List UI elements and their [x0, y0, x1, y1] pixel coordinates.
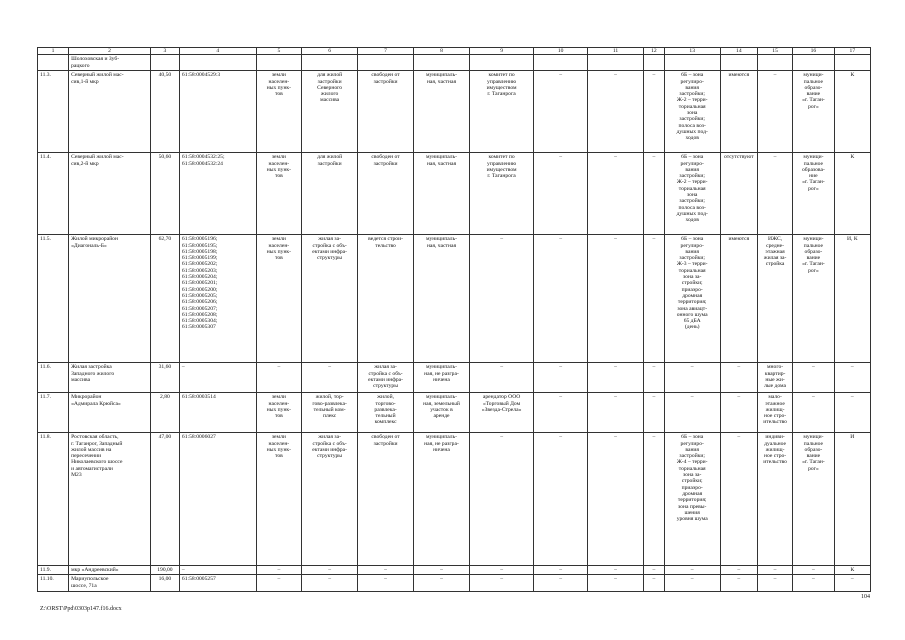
- table-cell: свободен от застройки: [358, 71, 414, 153]
- table-cell: [150, 55, 179, 71]
- table-cell: 190,00: [150, 566, 179, 575]
- table-cell: 61:58:0004532:25; 61:58:0004532:24: [179, 153, 256, 235]
- table-cell: –: [793, 393, 834, 433]
- table-cell: 11.9.: [38, 566, 69, 575]
- table-cell: имеются: [720, 71, 757, 153]
- table-cell: ведется строи- тельство: [358, 235, 414, 363]
- table-cell: муниципаль- ная, не разгра- ничена: [414, 363, 470, 393]
- table-cell: –: [534, 235, 588, 363]
- table-cell: 6Б – зона регулиро- вания застройки; Ж-2 – терри- ториальная зона застройки; полоса воз- душных под- ходов: [664, 153, 720, 235]
- table-cell: –: [358, 566, 414, 575]
- table-cell: комитет по управлению имуществом г. Таганрога: [469, 153, 533, 235]
- column-number-cell: 11: [588, 48, 644, 55]
- table-cell: –: [644, 153, 665, 235]
- table-cell: земли населен- ных пунк- тов: [256, 71, 302, 153]
- table-cell: –: [588, 363, 644, 393]
- table-row: [38, 575, 871, 592]
- table-cell: –: [469, 235, 533, 363]
- table-cell: Жилая застройка Западного жилого массива: [69, 363, 151, 393]
- table-cell: [469, 55, 533, 71]
- table-cell: –: [720, 566, 757, 575]
- table-cell: –: [588, 433, 644, 566]
- table-cell: 61:58:0004529:3: [179, 71, 256, 153]
- table-cell: имеются: [720, 235, 757, 363]
- table-row: [38, 153, 871, 235]
- table-cell: земли населен- ных пунк- тов: [256, 235, 302, 363]
- table-cell: 31,60: [150, 363, 179, 393]
- table-row: [38, 235, 871, 363]
- table-cell: –: [414, 575, 470, 592]
- table-cell: много- квартир- ные жи- лые дома: [757, 363, 792, 393]
- table-cell: –: [834, 575, 870, 592]
- table-row: [38, 393, 871, 433]
- table-cell: 62,70: [150, 235, 179, 363]
- table-cell: жилой, тор- гово-развлека- тельный ком- плекс: [302, 393, 358, 433]
- table-cell: жилая за- стройка с объ- ектами инфра- структуры: [302, 235, 358, 363]
- table-cell: мало- этажное жилищ- ное стро- ительство: [757, 393, 792, 433]
- table-cell: –: [179, 566, 256, 575]
- column-number-cell: 1: [38, 48, 69, 55]
- column-number-cell: 9: [469, 48, 533, 55]
- table-cell: муниципаль- ная, частная: [414, 153, 470, 235]
- table-cell: муници- пальное образо- вание «г. Таган- рог»: [793, 235, 834, 363]
- table-cell: [757, 55, 792, 71]
- table-row: [38, 433, 871, 566]
- table-cell: –: [534, 575, 588, 592]
- table-cell: –: [414, 566, 470, 575]
- column-number-cell: 5: [256, 48, 302, 55]
- table-cell: –: [644, 566, 665, 575]
- table-cell: –: [588, 71, 644, 153]
- table-cell: Ростовская область, г. Таганрог, Западный жилой массив на пересечении Николаевского шоссе и автомагистрали М23: [69, 433, 151, 566]
- table-cell: 6Б – зона регулиро- вания застройки; Ж-2 – терри- ториальная зона застройки; полоса воз- душных под- ходов: [664, 71, 720, 153]
- table-cell: муниципаль- ная, земельный участок в аренде: [414, 393, 470, 433]
- table-cell: отсутствуют: [720, 153, 757, 235]
- table-cell: –: [302, 575, 358, 592]
- table-cell: –: [834, 363, 870, 393]
- table-cell: [793, 55, 834, 71]
- table-cell: –: [534, 566, 588, 575]
- table-cell: [256, 55, 302, 71]
- table-cell: 6Б – зона регулиро- вания застройки; Ж-3 – терри- ториальная зона за- стройки; приаэро- дромная территория; зона авиацт- онного шума 65 дБА (день): [664, 235, 720, 363]
- table-cell: [358, 55, 414, 71]
- table-row: [38, 566, 871, 575]
- file-path-footer: Z:\ORST\Ppd\0303p147.f16.docx: [40, 606, 122, 612]
- table-cell: свободен от застройки: [358, 153, 414, 235]
- table-cell: –: [588, 393, 644, 433]
- table-cell: 11.7.: [38, 393, 69, 433]
- table-cell: мкр «Андреевский»: [69, 566, 151, 575]
- table-row: [38, 55, 871, 71]
- table-cell: –: [302, 566, 358, 575]
- table-cell: –: [720, 393, 757, 433]
- table-cell: –: [179, 363, 256, 393]
- column-number-cell: 16: [793, 48, 834, 55]
- table-cell: муници- пальное образова- ние «г. Таган- рог»: [793, 153, 834, 235]
- table-cell: –: [358, 575, 414, 592]
- table-cell: –: [256, 575, 302, 592]
- table-cell: –: [534, 433, 588, 566]
- table-cell: –: [644, 71, 665, 153]
- table-cell: 61:58:0005257: [179, 575, 256, 592]
- table-cell: К: [834, 153, 870, 235]
- table-cell: –: [534, 363, 588, 393]
- table-cell: [38, 55, 69, 71]
- table-cell: –: [256, 363, 302, 393]
- table-cell: –: [757, 71, 792, 153]
- document-table-sheet: [37, 47, 871, 592]
- table-cell: –: [588, 566, 644, 575]
- table-cell: муниципаль- ная, не разгра- ничена: [414, 433, 470, 566]
- table-cell: 11.5.: [38, 235, 69, 363]
- table-row: [38, 71, 871, 153]
- table-cell: жилая за- стройка с объ- ектами инфра- структуры: [358, 363, 414, 393]
- table-cell: жилая за- стройка с объ- ектами инфра- структуры: [302, 433, 358, 566]
- table-cell: –: [469, 566, 533, 575]
- table-cell: 50,60: [150, 153, 179, 235]
- column-number-cell: 14: [720, 48, 757, 55]
- table-cell: –: [588, 235, 644, 363]
- column-number-cell: 8: [414, 48, 470, 55]
- table-cell: 40,50: [150, 71, 179, 153]
- table-cell: земли населен- ных пунк- тов: [256, 153, 302, 235]
- table-cell: –: [757, 575, 792, 592]
- table-cell: –: [757, 153, 792, 235]
- table-cell: –: [664, 363, 720, 393]
- table-cell: земли населен- ных пунк- тов: [256, 393, 302, 433]
- table-cell: земли населен- ных пунк- тов: [256, 433, 302, 566]
- table-cell: [534, 55, 588, 71]
- table-cell: Микрорайон «Адмирала Крюйса»: [69, 393, 151, 433]
- table-cell: –: [644, 575, 665, 592]
- table-cell: Шолоховская и Зуб- рацкого: [69, 55, 151, 71]
- table-cell: Северный жилой мас- сив,2-й мкр: [69, 153, 151, 235]
- table-cell: [644, 55, 665, 71]
- table-cell: –: [664, 575, 720, 592]
- column-number-cell: 2: [69, 48, 151, 55]
- table-cell: [588, 55, 644, 71]
- table-cell: [834, 55, 870, 71]
- table-cell: 2,80: [150, 393, 179, 433]
- table-cell: К: [834, 566, 870, 575]
- table-cell: муниципаль- ная, частная: [414, 235, 470, 363]
- table-cell: –: [834, 393, 870, 433]
- column-number-cell: 10: [534, 48, 588, 55]
- table-cell: –: [720, 433, 757, 566]
- page-number: 104: [861, 594, 870, 600]
- table-cell: Мариупольское шоссе, 71а: [69, 575, 151, 592]
- table-cell: –: [793, 566, 834, 575]
- table-cell: –: [793, 363, 834, 393]
- table-cell: [664, 55, 720, 71]
- table-cell: К: [834, 71, 870, 153]
- table-cell: –: [302, 363, 358, 393]
- table-cell: –: [469, 575, 533, 592]
- table-cell: –: [644, 393, 665, 433]
- table-cell: –: [644, 235, 665, 363]
- table-cell: Жилой микрорайон «Диагональ-Б»: [69, 235, 151, 363]
- column-number-cell: 15: [757, 48, 792, 55]
- column-number-header-row: [38, 48, 871, 55]
- table-cell: 11.4.: [38, 153, 69, 235]
- table-cell: свободен от застройки: [358, 433, 414, 566]
- table-cell: 11.10.: [38, 575, 69, 592]
- table-cell: [302, 55, 358, 71]
- table-cell: И, К: [834, 235, 870, 363]
- table-cell: жилой, торгово- развлека- тельный комплекс: [358, 393, 414, 433]
- table-cell: муници- пальное образо- вание «г. Таган- рог»: [793, 433, 834, 566]
- column-number-cell: 12: [644, 48, 665, 55]
- table-cell: ИЖС, средне- этажная жилая за- стройка: [757, 235, 792, 363]
- table-cell: 47,00: [150, 433, 179, 566]
- column-number-cell: 6: [302, 48, 358, 55]
- table-cell: –: [469, 433, 533, 566]
- table-cell: 11.6.: [38, 363, 69, 393]
- table-cell: –: [720, 363, 757, 393]
- table-cell: –: [534, 393, 588, 433]
- table-cell: для жилой застройки Северного жилого массива: [302, 71, 358, 153]
- table-cell: Северный жилой мас- сив,1-й мкр: [69, 71, 151, 153]
- table-cell: –: [588, 575, 644, 592]
- table-cell: –: [256, 566, 302, 575]
- table-cell: –: [469, 363, 533, 393]
- table-cell: –: [793, 575, 834, 592]
- table-cell: 11.3.: [38, 71, 69, 153]
- table-cell: –: [720, 575, 757, 592]
- table-cell: муници- пальное образо- вание «г. Таган- рог»: [793, 71, 834, 153]
- land-plots-table: [37, 47, 871, 592]
- table-cell: –: [757, 566, 792, 575]
- table-cell: –: [644, 363, 665, 393]
- table-cell: 61:58:0005196; 61:58:0005195; 61:58:0005198; 61:58:0005199; 61:58:0005202; 61:58:0005203; 61:58:0005204; 61:58:0005201; 61:58:0005200; 61:58:0005205; 61:58:0005206; 61:58:0005207; 61:58:0005208; 61:58:0005304; 61:58:0005307: [179, 235, 256, 363]
- table-cell: 61:58:0003514: [179, 393, 256, 433]
- column-number-cell: 3: [150, 48, 179, 55]
- column-number-cell: 7: [358, 48, 414, 55]
- table-cell: –: [664, 566, 720, 575]
- column-number-cell: 13: [664, 48, 720, 55]
- table-cell: –: [664, 393, 720, 433]
- column-number-cell: 17: [834, 48, 870, 55]
- table-cell: [179, 55, 256, 71]
- table-cell: –: [644, 433, 665, 566]
- table-cell: –: [588, 153, 644, 235]
- table-cell: муниципаль- ная, частная: [414, 71, 470, 153]
- table-cell: [720, 55, 757, 71]
- table-cell: –: [534, 153, 588, 235]
- table-cell: И: [834, 433, 870, 566]
- table-cell: 11.8.: [38, 433, 69, 566]
- table-cell: 16,00: [150, 575, 179, 592]
- table-cell: для жилой застройки: [302, 153, 358, 235]
- table-cell: –: [534, 71, 588, 153]
- table-cell: арендатор ООО «Торговый Дом «Звезда-Стрела»: [469, 393, 533, 433]
- table-cell: 61:58:0006027: [179, 433, 256, 566]
- table-row: [38, 363, 871, 393]
- table-cell: индиви- дуальное жилищ- ное стро- ительство: [757, 433, 792, 566]
- table-cell: комитет по управлению имуществом г. Таганрога: [469, 71, 533, 153]
- table-cell: 6Б – зона регулиро- вания застройки; Ж-4 – терри- ториальная зона за- стройки; приаэро- дромная территория; зона превы- шения уровня шума: [664, 433, 720, 566]
- column-number-cell: 4: [179, 48, 256, 55]
- table-cell: [414, 55, 470, 71]
